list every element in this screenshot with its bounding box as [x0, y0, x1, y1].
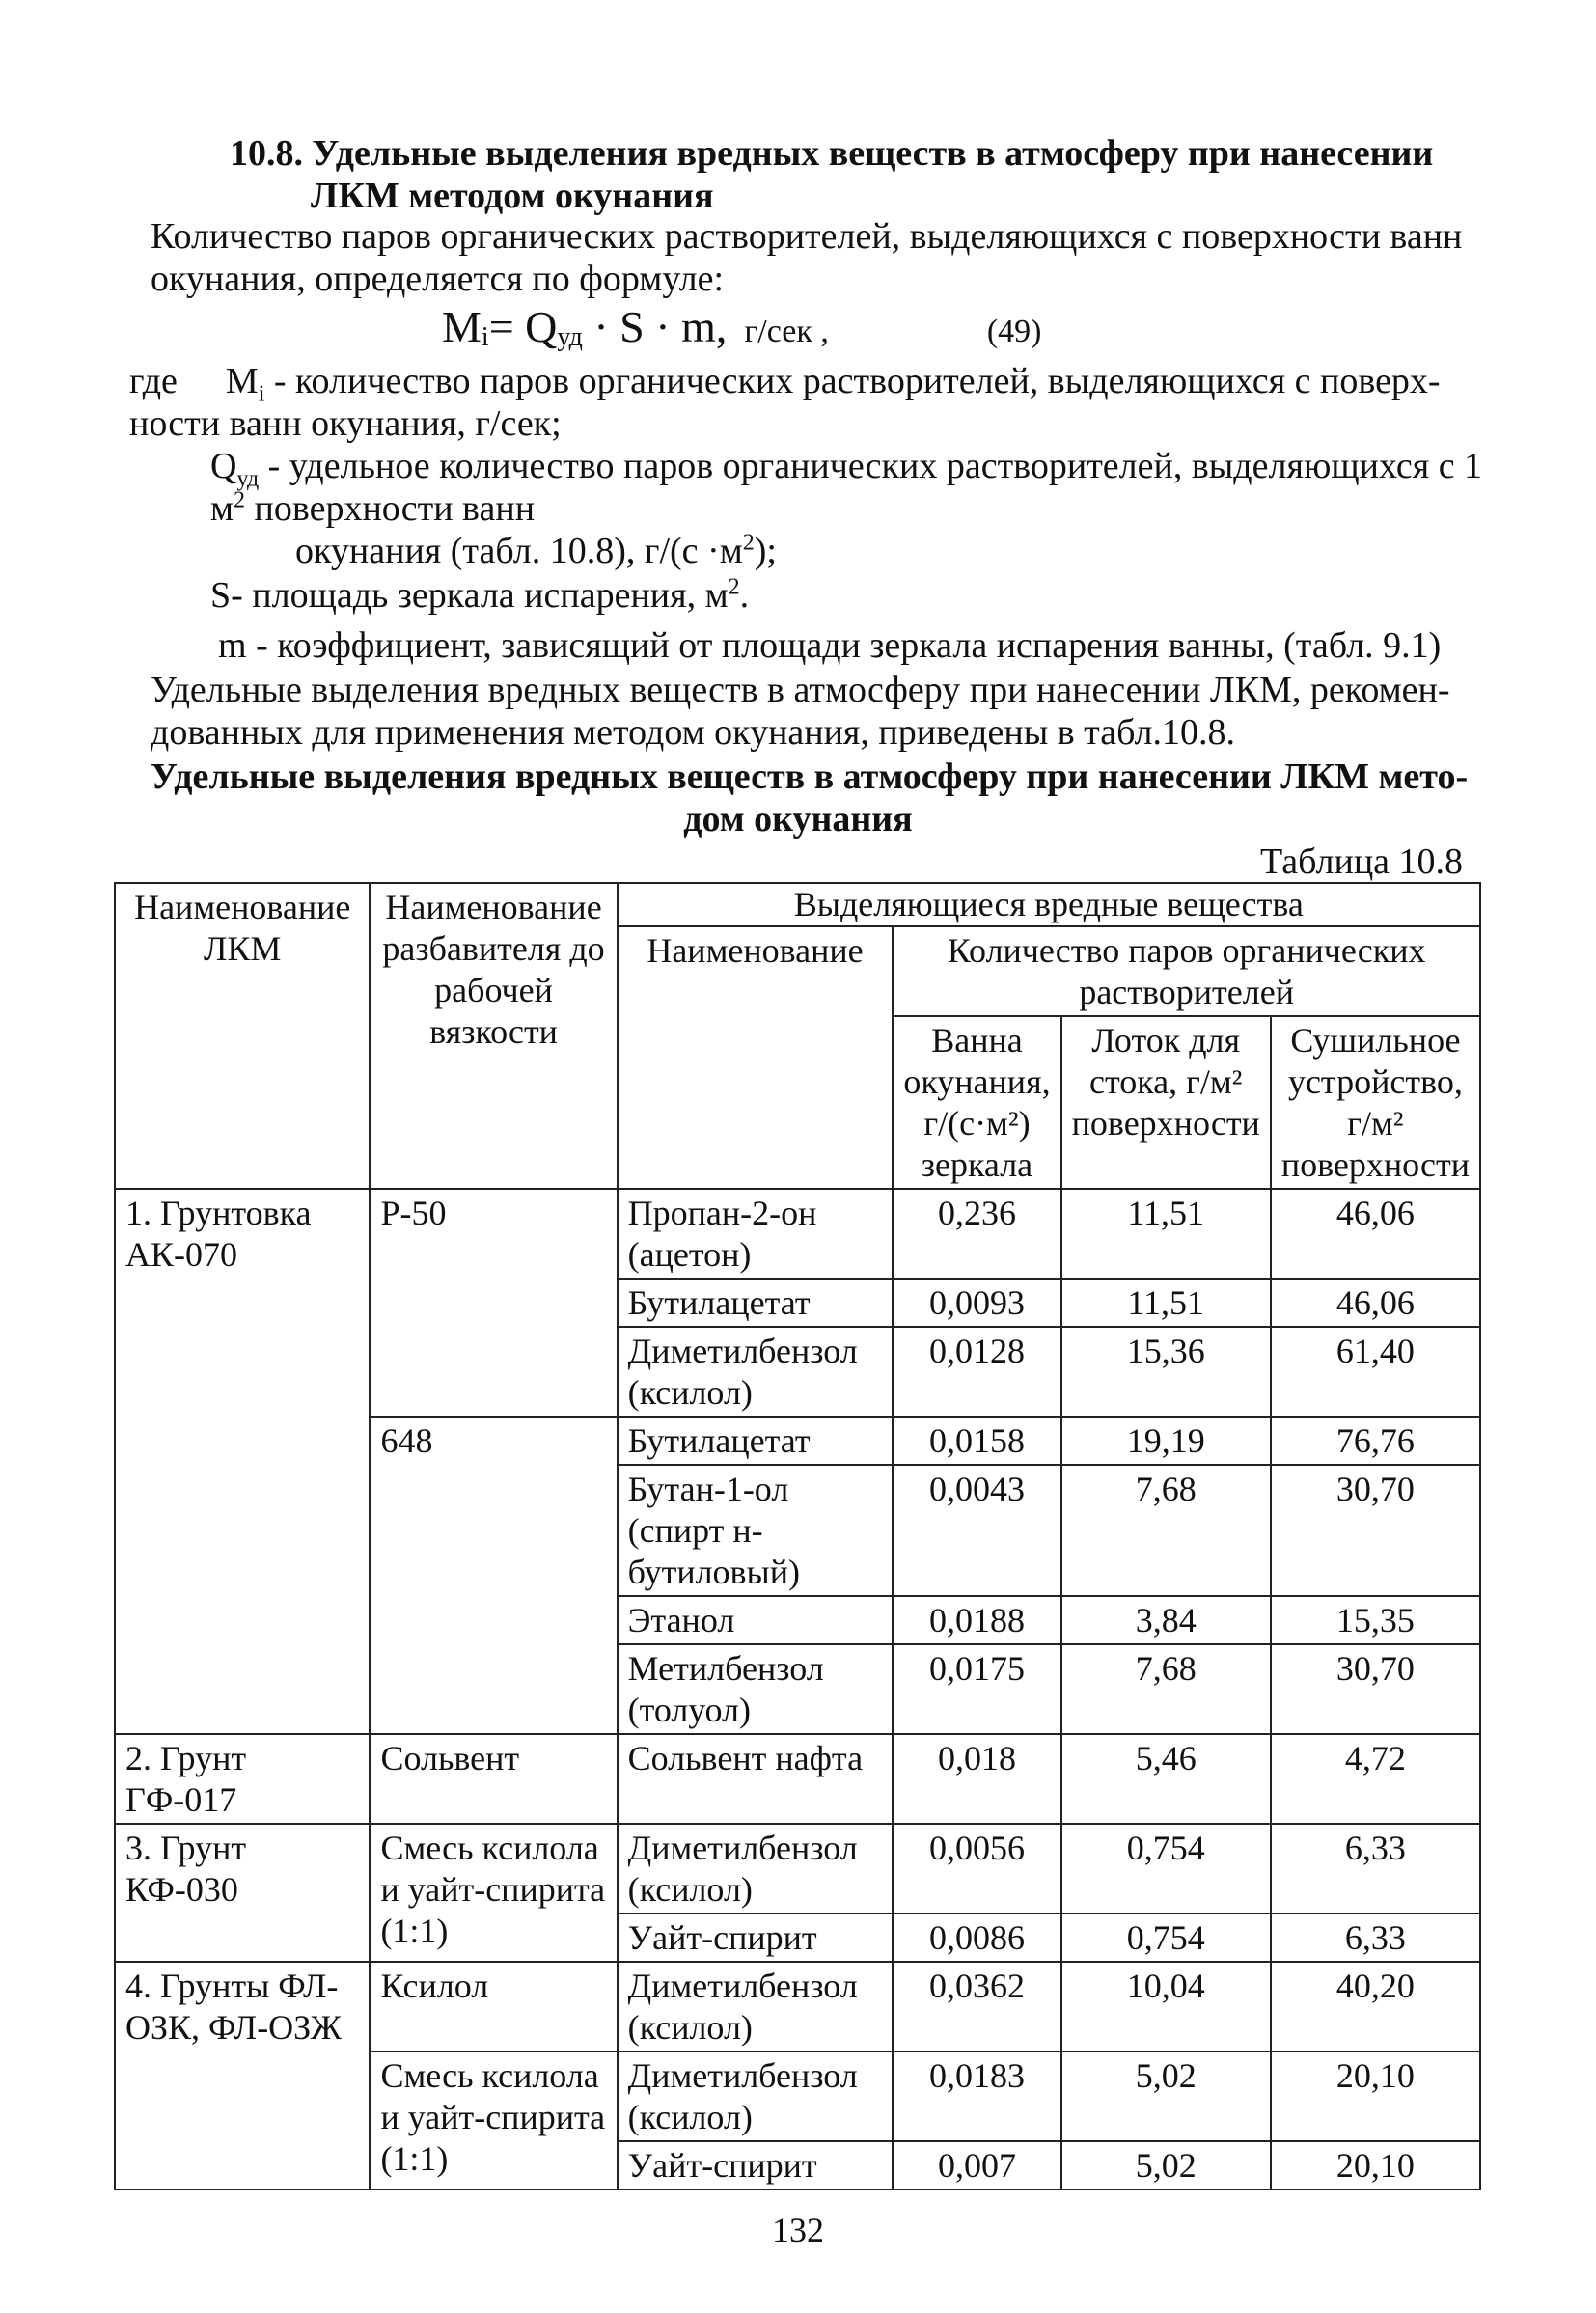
def-mi-cont: ности ванн окунания, г/сек;: [129, 403, 562, 444]
solvent-cell: 648: [370, 1417, 617, 1734]
tray-value-cell: 11,51: [1061, 1279, 1271, 1327]
tray-value-cell: 0,754: [1061, 1914, 1271, 1962]
bath-value-cell: 0,018: [893, 1734, 1060, 1824]
def-q-unit: м: [210, 488, 234, 529]
dryer-value-cell: 30,70: [1271, 1465, 1480, 1596]
dryer-value-cell: 15,35: [1271, 1596, 1480, 1644]
def-q-cont2-b: );: [754, 531, 777, 571]
page-number: 132: [772, 2211, 824, 2249]
header-dryer: Сушильное устройство, г/м² поверхности: [1271, 1016, 1480, 1189]
emissions-table: [114, 882, 1481, 2190]
def-mi-line: [129, 359, 1441, 407]
para2-line1: Удельные выделения вредных веществ в атмосферу при нанесении ЛКМ, рекомен-: [151, 670, 1450, 710]
tray-value-cell: 15,36: [1061, 1327, 1271, 1417]
solvent-cell: Смесь ксилола и уайт-спирита (1:1): [370, 1824, 617, 1962]
table-row: [115, 1962, 1480, 2051]
substance-cell: Пропан-2-он (ацетон): [618, 1189, 894, 1279]
table-header-row-1: [115, 883, 1480, 926]
def-s-sup: 2: [728, 574, 740, 600]
bath-value-cell: 0,0056: [893, 1824, 1060, 1914]
def-q-symbol: Q: [210, 446, 237, 486]
dryer-value-cell: 76,76: [1271, 1417, 1480, 1465]
def-q-line: [210, 444, 1483, 492]
formula-number: (49): [986, 314, 1042, 349]
solvent-cell: Смесь ксилола и уайт-спирита (1:1): [370, 2051, 617, 2189]
header-name: Наименование: [618, 926, 894, 1189]
dryer-value-cell: 46,06: [1271, 1279, 1480, 1327]
header-emitted: Выделяющиеся вредные вещества: [618, 883, 1480, 926]
def-q-cont: [210, 486, 535, 531]
header-solvent: Наименование разбавителя до рабочей вязкости: [370, 883, 617, 1189]
formula-q-sub: уд: [557, 322, 583, 353]
def-mi-symbol: M: [225, 361, 259, 401]
solvent-cell: Р-50: [370, 1189, 617, 1417]
solvent-cell: Ксилол: [370, 1962, 617, 2051]
section-heading-line2: ЛКМ методом окунания: [311, 176, 714, 216]
bath-value-cell: 0,0183: [893, 2051, 1060, 2141]
bath-value-cell: 0,0128: [893, 1327, 1060, 1417]
def-q-cont2-sup: 2: [742, 530, 755, 556]
def-where: где: [129, 361, 178, 401]
bath-value-cell: 0,0093: [893, 1279, 1060, 1327]
substance-cell: Бутан-1-ол (спирт н-бутиловый): [618, 1465, 894, 1596]
def-m-line: [218, 623, 1441, 668]
tray-value-cell: 3,84: [1061, 1596, 1271, 1644]
def-s-text-a: S- площадь зеркала испарения, м: [210, 575, 729, 616]
lkm-cell: 1. Грунтовка АК-070: [115, 1189, 370, 1734]
def-s-line: [210, 573, 749, 618]
def-mi-sub: i: [258, 381, 265, 407]
para2-line2: дованных для применения методом окунания, приведены в табл.10.8.: [151, 712, 1235, 753]
dryer-value-cell: 4,72: [1271, 1734, 1480, 1824]
def-q-sub: уд: [236, 466, 260, 492]
section-heading-line1: 10.8. Удельные выделения вредных веществ в атмосферу при нанесении: [230, 133, 1434, 174]
def-s-text-b: .: [739, 575, 750, 616]
dryer-value-cell: 20,10: [1271, 2051, 1480, 2141]
solvent-cell: Сольвент: [370, 1734, 617, 1824]
bath-value-cell: 0,0086: [893, 1914, 1060, 1962]
bath-value-cell: 0,0175: [893, 1644, 1060, 1734]
dryer-value-cell: 20,10: [1271, 2141, 1480, 2189]
def-m-symbol: m: [218, 625, 247, 666]
substance-cell: Уайт-спирит: [618, 2141, 894, 2189]
table-row: [115, 1734, 1480, 1824]
header-amount: Количество паров органических растворителей: [893, 926, 1480, 1016]
tray-value-cell: 5,02: [1061, 2051, 1271, 2141]
dryer-value-cell: 30,70: [1271, 1644, 1480, 1734]
def-q-text: - удельное количество паров органических растворителей, выделяющихся с 1: [259, 446, 1483, 486]
formula-eq: = Q: [488, 302, 558, 351]
tray-value-cell: 11,51: [1061, 1189, 1271, 1279]
formula-lhs: M: [442, 302, 482, 351]
substance-cell: Уайт-спирит: [618, 1914, 894, 1962]
table-row: [115, 1189, 1480, 1279]
header-bath: Ванна окунания, г/(с·м²) зеркала: [893, 1016, 1060, 1189]
table-title-line2: дом окунания: [683, 799, 913, 840]
substance-cell: Бутилацетат: [618, 1279, 894, 1327]
tray-value-cell: 5,02: [1061, 2141, 1271, 2189]
tray-value-cell: 5,46: [1061, 1734, 1271, 1824]
formula-rest: · S · m,: [582, 302, 728, 351]
tray-value-cell: 19,19: [1061, 1417, 1271, 1465]
lkm-cell: 2. Грунт ГФ-017: [115, 1734, 370, 1824]
lkm-cell: 3. Грунт КФ-030: [115, 1824, 370, 1962]
bath-value-cell: 0,0188: [893, 1596, 1060, 1644]
bath-value-cell: 0,007: [893, 2141, 1060, 2189]
dryer-value-cell: 6,33: [1271, 1824, 1480, 1914]
substance-cell: Сольвент нафта: [618, 1734, 894, 1824]
intro-line2: окунания, определяется по формуле:: [151, 259, 725, 299]
dryer-value-cell: 61,40: [1271, 1327, 1480, 1417]
formula-49: [442, 301, 1042, 359]
header-lkm: Наименование ЛКМ: [115, 883, 370, 1189]
substance-cell: Диметилбензол (ксилол): [618, 1824, 894, 1914]
def-q-cont2: [295, 529, 777, 573]
substance-cell: Диметилбензол (ксилол): [618, 1327, 894, 1417]
tray-value-cell: 7,68: [1061, 1465, 1271, 1596]
bath-value-cell: 0,0043: [893, 1465, 1060, 1596]
table-row: [115, 1824, 1480, 1914]
substance-cell: Этанол: [618, 1596, 894, 1644]
bath-value-cell: 0,236: [893, 1189, 1060, 1279]
substance-cell: Метилбензол (толуол): [618, 1644, 894, 1734]
tray-value-cell: 7,68: [1061, 1644, 1271, 1734]
def-q-cont-text: поверхности ванн: [245, 488, 536, 529]
tray-value-cell: 0,754: [1061, 1824, 1271, 1914]
def-q-cont2-a: окунания (табл. 10.8), г/(с ·м: [295, 531, 743, 571]
formula-units: г/сек ,: [744, 314, 829, 349]
def-mi-text: - количество паров органических растворителей, выделяющихся с поверх-: [264, 361, 1441, 401]
dryer-value-cell: 46,06: [1271, 1189, 1480, 1279]
dryer-value-cell: 40,20: [1271, 1962, 1480, 2051]
substance-cell: Бутилацетат: [618, 1417, 894, 1465]
bath-value-cell: 0,0362: [893, 1962, 1060, 2051]
header-tray: Лоток для стока, г/м² поверхности: [1061, 1016, 1271, 1189]
formula-lhs-sub: i: [481, 322, 489, 353]
substance-cell: Диметилбензол (ксилол): [618, 2051, 894, 2141]
lkm-cell: 4. Грунты ФЛ-ОЗК, ФЛ-ОЗЖ: [115, 1962, 370, 2189]
substance-cell: Диметилбензол (ксилол): [618, 1962, 894, 2051]
tray-value-cell: 10,04: [1061, 1962, 1271, 2051]
intro-line1: Количество паров органических растворителей, выделяющихся с поверхности ванн: [151, 216, 1463, 257]
bath-value-cell: 0,0158: [893, 1417, 1060, 1465]
table-label: Таблица 10.8: [1260, 841, 1464, 882]
def-q-unit-sup: 2: [234, 487, 246, 513]
table-title-line1: Удельные выделения вредных веществ в атмосферу при нанесении ЛКМ мето-: [151, 757, 1469, 797]
def-m-text: - коэффициент, зависящий от площади зеркала испарения ванны, (табл. 9.1): [246, 625, 1442, 666]
dryer-value-cell: 6,33: [1271, 1914, 1480, 1962]
